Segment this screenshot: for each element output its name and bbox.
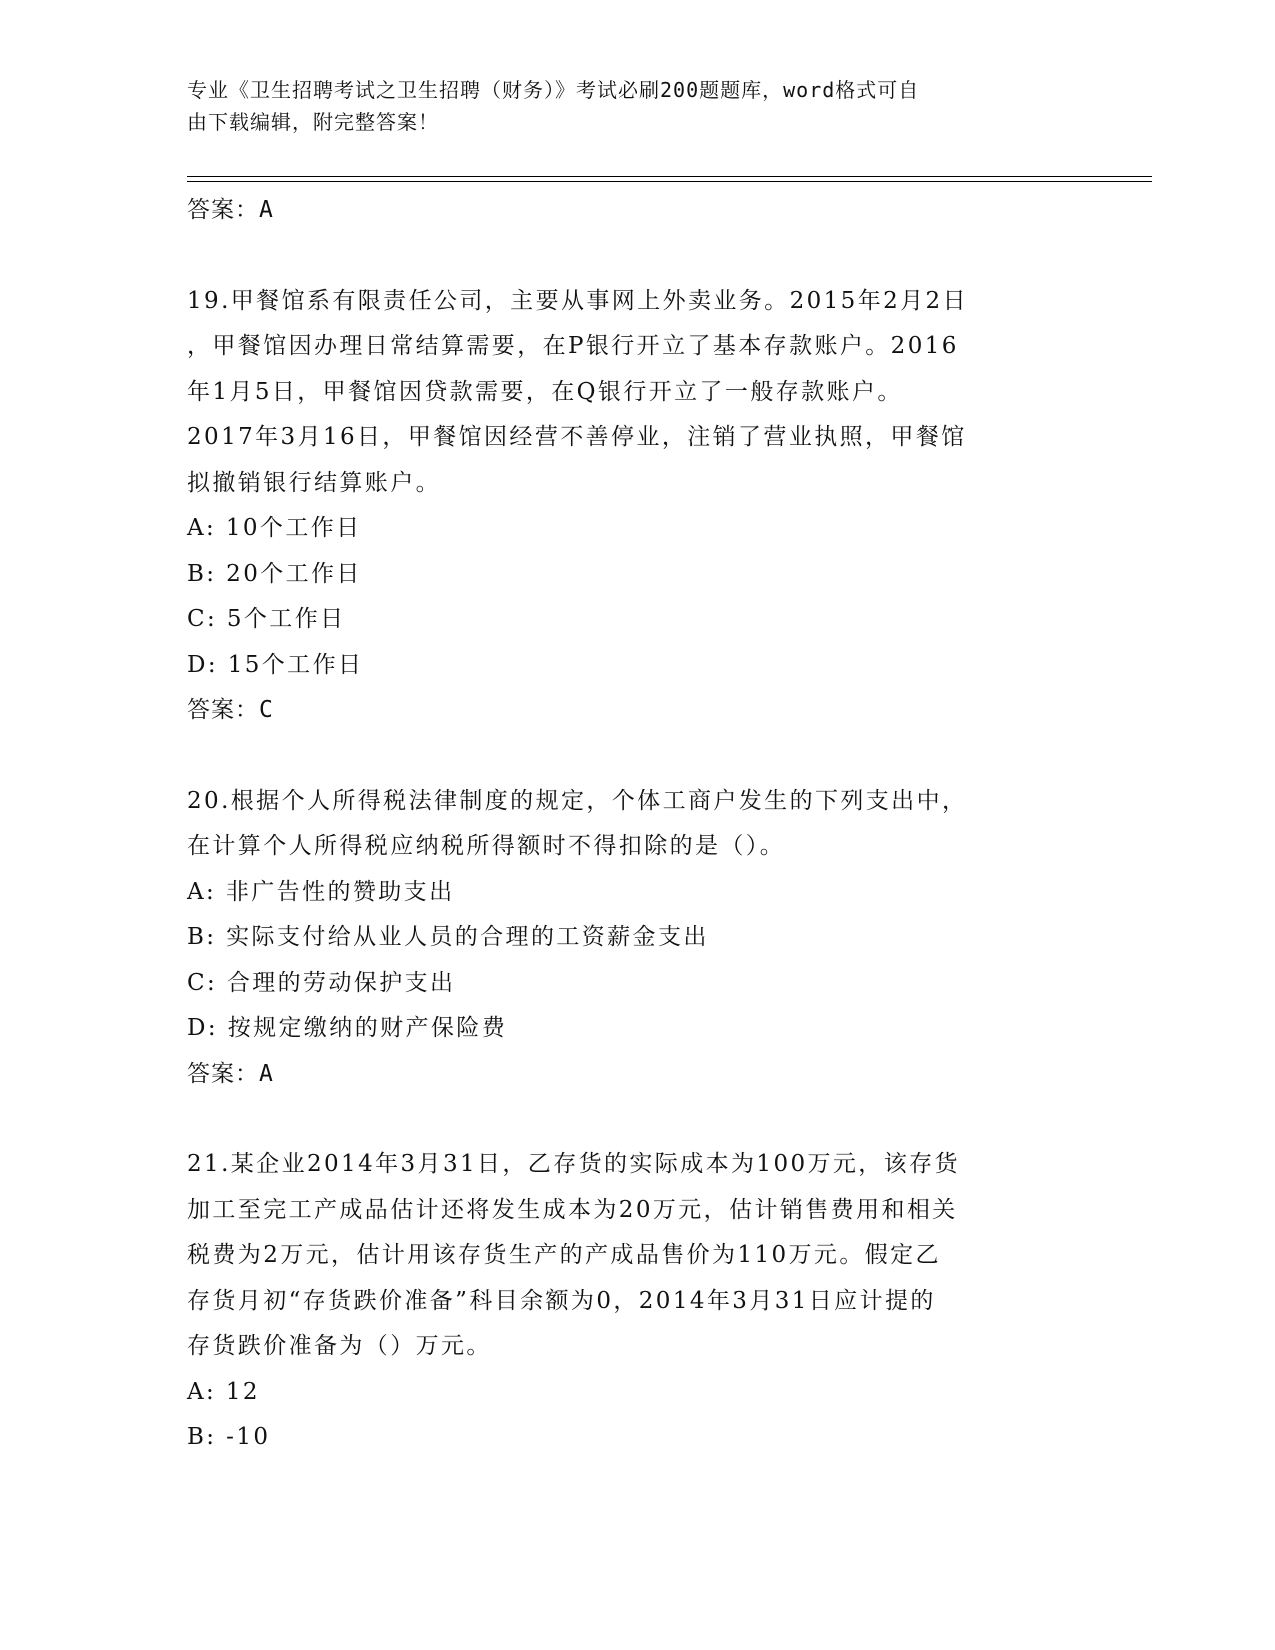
question-text-line: 拟撤销银行结算账户。 (187, 469, 441, 496)
question-21 (187, 1142, 1087, 1461)
option-c: C: 合理的劳动保护支出 (187, 969, 456, 996)
question-text-line: 存货跌价准备为（）万元。 (187, 1333, 492, 1359)
question-text-line: 加工至完工产成品估计还将发生成本为20万元，估计销售费用和相关 (187, 1196, 958, 1223)
document-body (187, 188, 1087, 1461)
question-text-line: 21.某企业2014年3月31日，乙存货的实际成本为100万元，该存货 (187, 1151, 960, 1177)
answer: 答案：A (187, 1060, 274, 1087)
header-line-1: 专业《卫生招聘考试之卫生招聘（财务）》考试必刷200题题库，word格式可自 (187, 78, 920, 102)
question-text-line: 年1月5日，甲餐馆因贷款需要，在Q银行开立了一般存款账户。 (187, 378, 903, 405)
question-text-line: ，甲餐馆因办理日常结算需要，在P银行开立了基本存款账户。2016 (187, 333, 959, 359)
question-text-line: 存货月初“存货跌价准备”科目余额为0，2014年3月31日应计提的 (187, 1287, 936, 1314)
question-text-line: 20.根据个人所得税法律制度的规定，个体工商户发生的下列支出中， (187, 787, 968, 814)
option-a: A: 12 (187, 1378, 260, 1405)
question-text-line: 在计算个人所得税应纳税所得额时不得扣除的是（）。 (187, 833, 786, 859)
option-b: B: -10 (187, 1424, 271, 1450)
answer: 答案：C (187, 697, 274, 723)
option-b: B: 20个工作日 (187, 560, 362, 587)
option-c: C: 5个工作日 (187, 606, 346, 632)
header-rule-top (187, 176, 1152, 177)
header-line-2: 由下载编辑，附完整答案！ (187, 110, 439, 134)
question-20 (187, 779, 1087, 1098)
option-b: B: 实际支付给从业人员的合理的工资薪金支出 (187, 924, 709, 950)
option-d: D: 15个工作日 (187, 651, 364, 678)
question-text-line: 税费为2万元，估计用该存货生产的产成品售价为110万元。假定乙 (187, 1242, 941, 1268)
header-rule-bottom (187, 181, 1152, 182)
question-text-line: 19.甲餐馆系有限责任公司，主要从事网上外卖业务。2015年2月2日 (187, 287, 968, 314)
option-a: A: 10个工作日 (187, 515, 362, 541)
question-text-line: 2017年3月16日，甲餐馆因经营不善停业，注销了营业执照，甲餐馆 (187, 424, 967, 450)
option-a: A: 非广告性的赞助支出 (187, 878, 455, 905)
previous-answer: 答案：A (187, 197, 274, 223)
document-header (187, 74, 1087, 138)
option-d: D: 按规定缴纳的财产保险费 (187, 1015, 508, 1041)
question-19 (187, 279, 1087, 734)
